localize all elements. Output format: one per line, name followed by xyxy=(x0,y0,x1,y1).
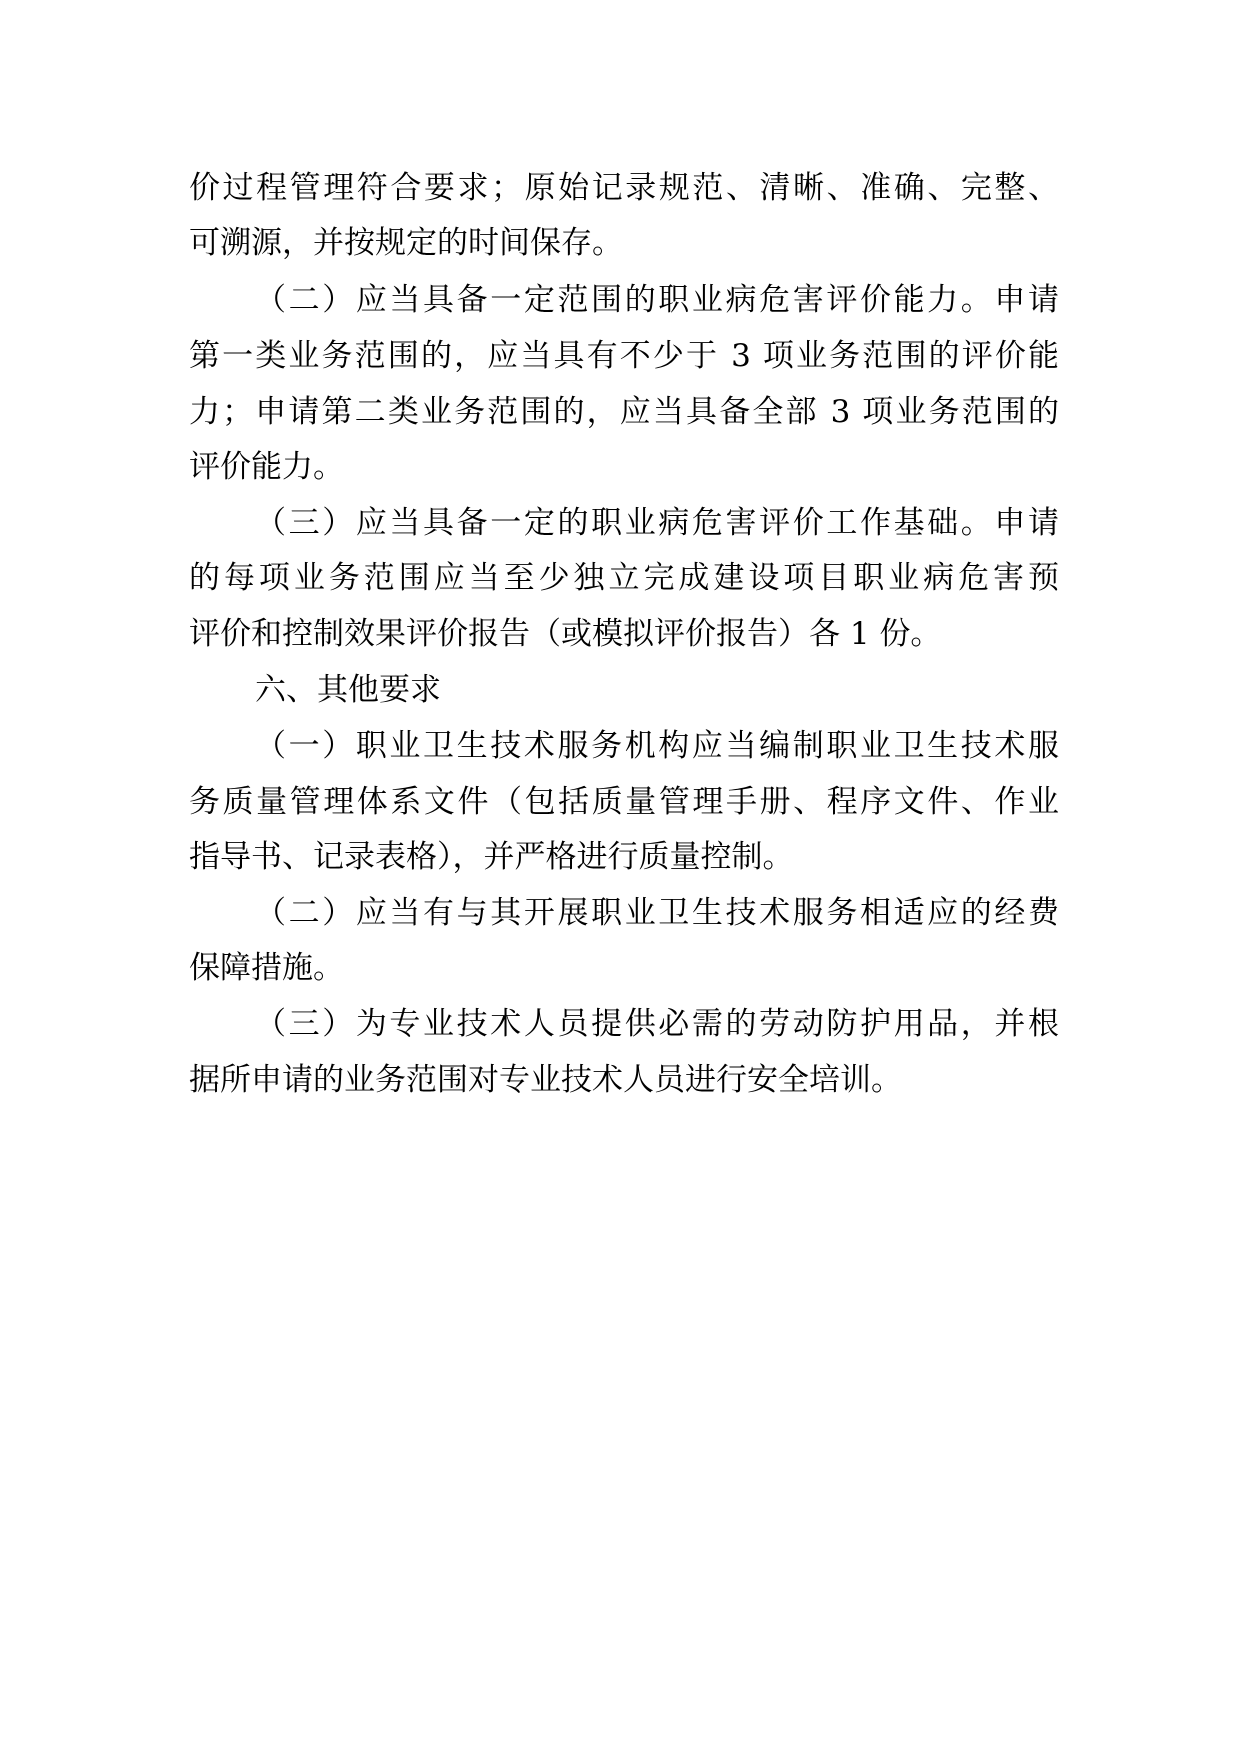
paragraph-line: （一）职业卫生技术服务机构应当编制职业卫生技术服 xyxy=(255,728,1059,764)
paragraph-line: 的每项业务范围应当至少独立完成建设项目职业病危害预 xyxy=(189,560,1059,596)
paragraph-line: 评价能力。 xyxy=(189,449,344,485)
paragraph-line: 可溯源，并按规定的时间保存。 xyxy=(189,225,623,261)
paragraph-line: （二）应当具备一定范围的职业病危害评价能力。申请 xyxy=(255,282,1059,318)
paragraph-line: 据所申请的业务范围对专业技术人员进行安全培训。 xyxy=(189,1062,902,1098)
section-heading: 六、其他要求 xyxy=(255,672,441,708)
paragraph-line: 保障措施。 xyxy=(189,950,344,986)
paragraph-line: （二）应当有与其开展职业卫生技术服务相适应的经费 xyxy=(255,895,1059,931)
paragraph-line: 评价和控制效果评价报告（或模拟评价报告）各 1 份。 xyxy=(189,616,942,652)
paragraph-line: 指导书、记录表格），并严格进行质量控制。 xyxy=(189,839,794,875)
paragraph-line: 力；申请第二类业务范围的，应当具备全部 3 项业务范围的 xyxy=(189,394,1059,430)
paragraph-line: （三）应当具备一定的职业病危害评价工作基础。申请 xyxy=(255,505,1059,541)
paragraph-line: 价过程管理符合要求；原始记录规范、清晰、准确、完整、 xyxy=(189,170,1059,206)
paragraph-line: （三）为专业技术人员提供必需的劳动防护用品，并根 xyxy=(255,1006,1059,1042)
paragraph-line: 务质量管理体系文件（包括质量管理手册、程序文件、作业 xyxy=(189,784,1059,820)
paragraph-line: 第一类业务范围的，应当具有不少于 3 项业务范围的评价能 xyxy=(189,338,1059,374)
